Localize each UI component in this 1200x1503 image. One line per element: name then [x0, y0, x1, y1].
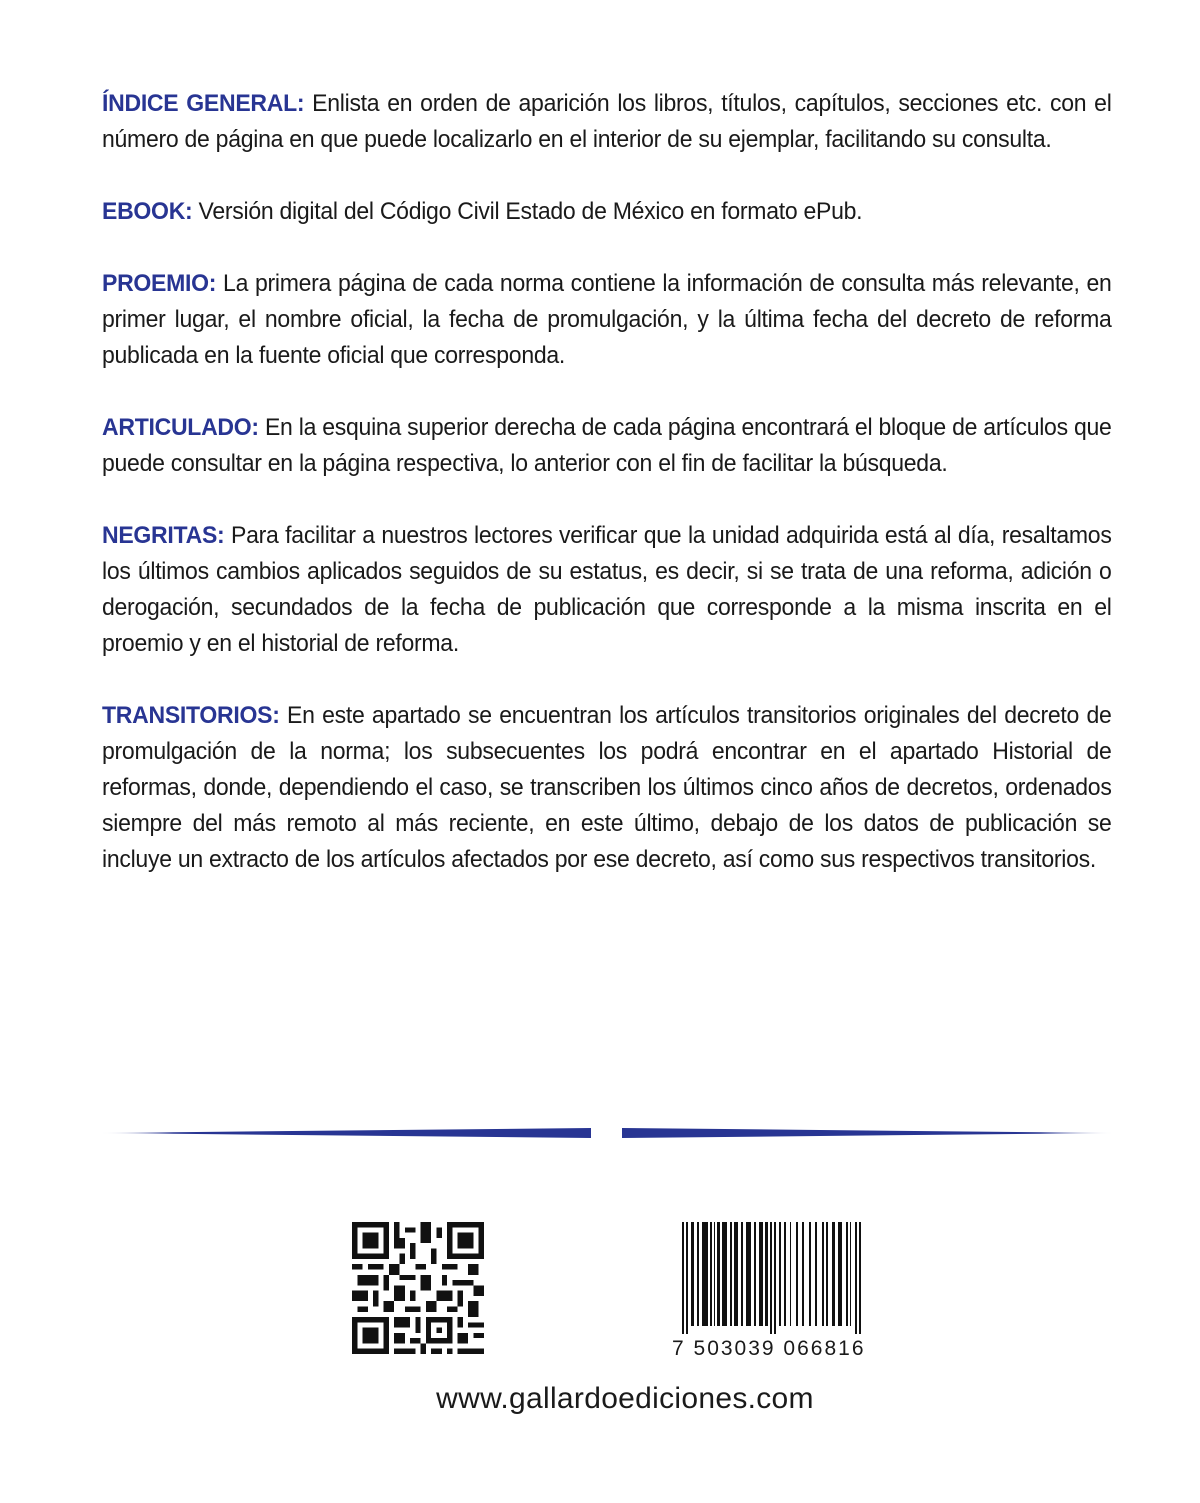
section-transitorios [102, 698, 1112, 878]
qr-code-icon [352, 1222, 484, 1354]
barcode [672, 1222, 894, 1362]
section-indice-general [102, 86, 1112, 158]
section-text: La primera página de cada norma contiene la información de consulta más relevante, en primer lugar, el nombre oficial, la fecha de promulgación, y la última fecha del decreto de reforma publicada en la fuente oficial que corresponda. [102, 270, 1112, 369]
website-link[interactable]: www.gallardoediciones.com [436, 1382, 814, 1415]
section-term: EBOOK: [102, 198, 193, 225]
section-text: En este apartado se encuentran los artículos transitorios originales del decreto de promulgación de la norma; los subsecuentes los podrá encontrar en el apartado Historial de reformas, donde, dependiendo el caso, se transcriben los últimos cinco años de decretos, ordenados siempre del más remoto al más reciente, en este último, debajo de los datos de publicación se incluye un extracto de los artículos afectados por ese decreto, así como sus respectivos transitorios. [102, 702, 1112, 873]
divider-left [100, 1128, 591, 1138]
section-term: NEGRITAS: [102, 522, 225, 549]
section-negritas [102, 518, 1112, 662]
section-proemio [102, 266, 1112, 374]
section-text: Para facilitar a nuestros lectores verificar que la unidad adquirida está al día, resaltamos los últimos cambios aplicados seguidos de su estatus, es decir, si se trata de una reforma, adición o derogación, secundados de la fecha de publicación que corresponde a la misma inscrita en el proemio y en el historial de reforma. [102, 522, 1112, 657]
section-text: Enlista en orden de aparición los libros, títulos, capítulos, secciones etc. con el número de página en que puede localizarlo en el interior de su ejemplar, facilitando su consulta. [102, 90, 1112, 153]
section-text: Versión digital del Código Civil Estado de México en formato ePub. [192, 198, 863, 225]
barcode-icon [672, 1222, 894, 1334]
section-ebook [102, 194, 1112, 230]
section-articulado [102, 410, 1112, 482]
section-term: TRANSITORIOS: [102, 702, 280, 729]
section-term: ARTICULADO: [102, 414, 259, 441]
divider-right [622, 1128, 1114, 1138]
barcode-number: 7 503039 066816 [672, 1337, 866, 1360]
description-sections [102, 86, 1112, 914]
section-text: En la esquina superior derecha de cada página encontrará el bloque de artículos que puede consultar en la página respectiva, lo anterior con el fin de facilitar la búsqueda. [102, 414, 1112, 477]
section-term: ÍNDICE GENERAL: [102, 90, 305, 117]
section-term: PROEMIO: [102, 270, 217, 297]
